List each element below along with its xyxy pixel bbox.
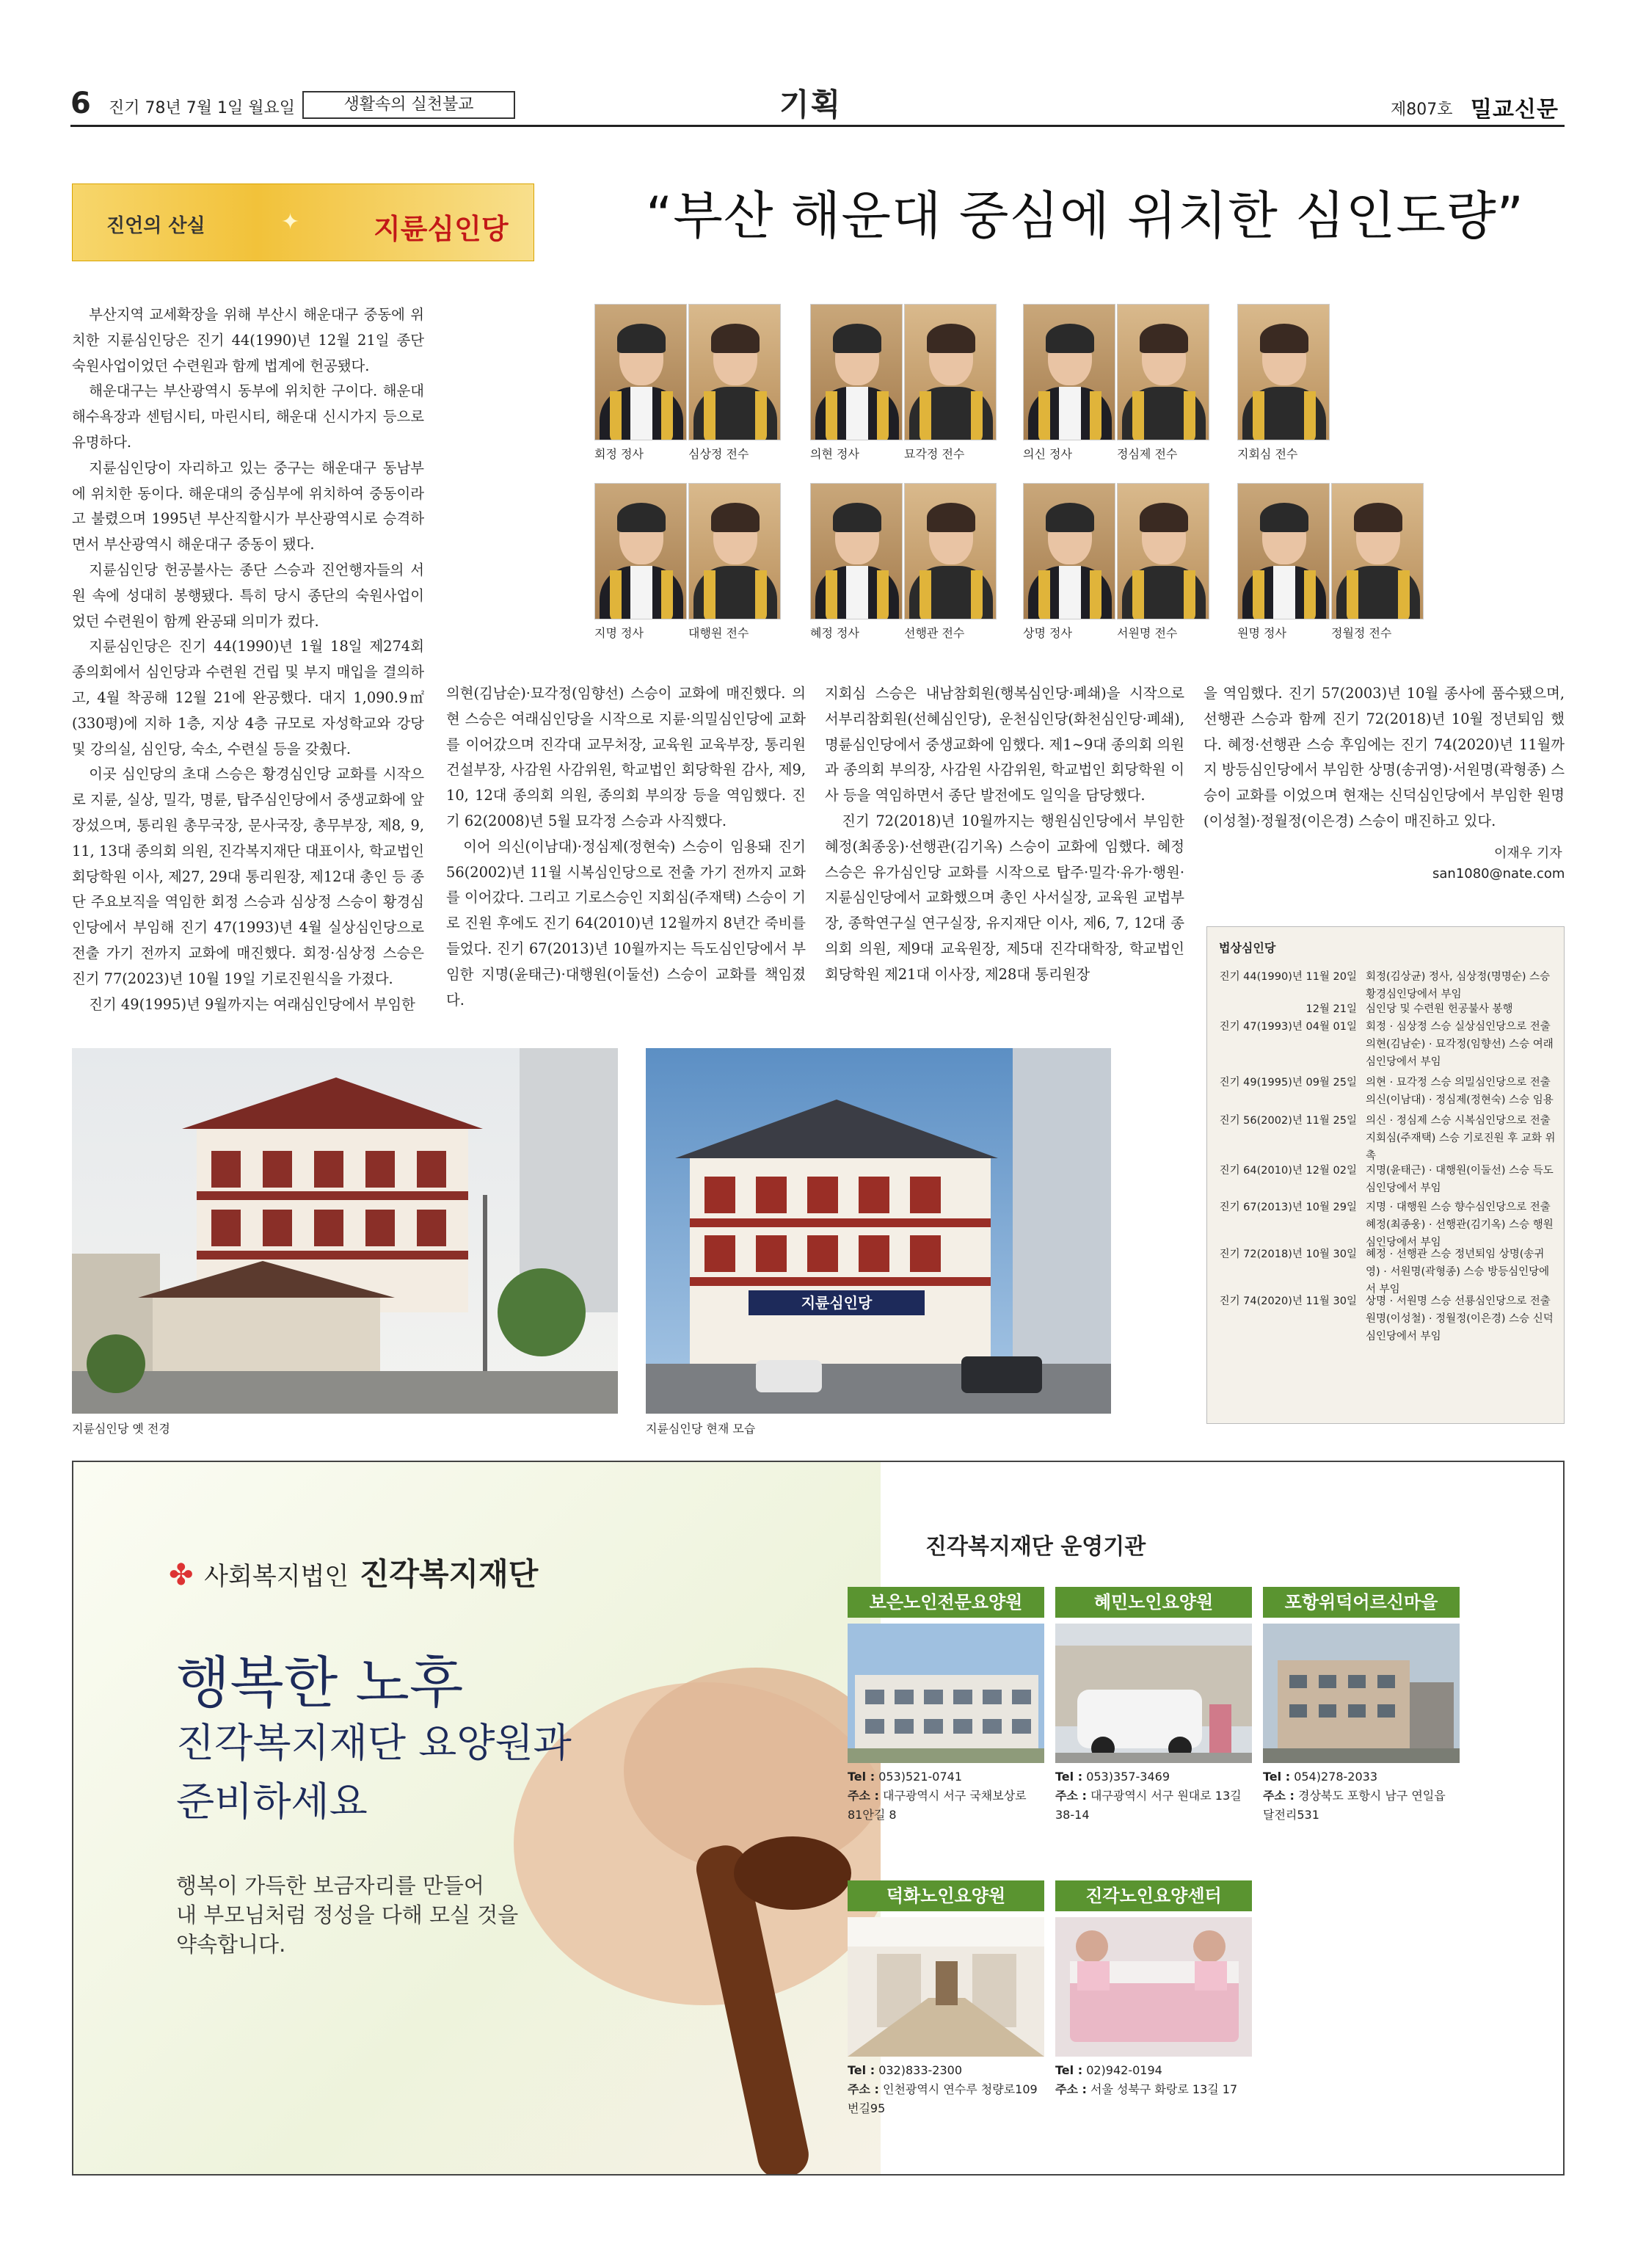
- article-paragraph: 이어 의신(이남대)·정심제(정현숙) 스승이 임용돼 진기 56(2002)년 11월 시복심인당으로 전출 가기 전까지 교화를 이어갔다. 그리고 기로스승인 지회심(주재택) 스승이 기로 진원 후에도 진기 64(2010)년 12월까지 8년간 죽비를 들었다. 진기 67(2013)년 10월까지는 득도심인당에서 부임한 지명(윤태근)·대행원(이둘선) 스승이 교화를 책임졌다.: [446, 837, 806, 1008]
- article-paragraph: 진기 72(2018)년 10월까지는 행원심인당에서 부임한 혜정(최종웅)·선행관(김기옥) 스승이 교화에 임했다. 혜정 스승은 유가심인당 교화를 시작으로 탑주·밀각·유가·행원·지륜심인당에서 교화했으며 총인 사서실장, 교육원 교법부장, 종학연구실 연구실장, 유지재단 이사, 제6, 7, 12대 종의회 의원, 제9대 교육원장, 제5대 진각대학장, 학교법인 회당학원 제21대 이사장, 제28대 통리원장: [825, 812, 1184, 983]
- portrait-photo: [1117, 483, 1209, 619]
- addr-value: 대구광역시 서구 국채보상로 81안길 8: [848, 1789, 1027, 1822]
- ad-line-1: 행복한 노후: [176, 1650, 464, 1715]
- article-paragraph: 지륜심인당이 자리하고 있는 중구는 해운대구 동남부에 위치한 동이다. 해운대의 중심부에 위치하여 중동이라고 불렸으며 1995년 부산직할시가 부산광역시로 승격하면서 부산광역시 해운대구 중동이 됐다.: [72, 459, 424, 553]
- article-paragraph: 지회심 스승은 내남참회원(행복심인당·폐쇄)을 시작으로 서부리참회원(선혜심인당), 운천심인당(화천심인당·폐쇄), 명륜심인당에서 중생교화에 임했다. 제1~9대 종의회 의원과 종의회 부의장, 사감원 사감위원, 학교법인 회당학원 이사 등을 역임하면서 종단 발전에도 일익을 담당했다.: [825, 685, 1184, 804]
- ad-sub-3: 약속합니다.: [176, 1932, 286, 1957]
- facility-photo: [848, 1917, 1044, 2057]
- tel-label: Tel :: [848, 1770, 875, 1784]
- article-column-4: [1204, 681, 1565, 835]
- facility-name: 포항위덕어르신마을: [1263, 1587, 1460, 1618]
- tel-label: Tel :: [1055, 2063, 1083, 2077]
- portrait-caption: 서원명 전수: [1117, 626, 1178, 640]
- current-building-photo: [646, 1048, 1111, 1414]
- timeline-date: 진기 64(2010)년 12월 02일: [1219, 1165, 1357, 1177]
- facility-name: 혜민노인요양원: [1055, 1587, 1252, 1618]
- timeline-date: 진기 44(1990)년 11월 20일: [1219, 971, 1357, 983]
- facility-tel: [1055, 2061, 1252, 2080]
- ad-brand-name: 진각복지재단: [359, 1556, 539, 1592]
- portrait-caption: 지명 정사: [594, 626, 644, 640]
- category-label: 기획: [779, 87, 842, 123]
- portrait-caption: 의현 정사: [810, 447, 859, 461]
- article-paragraph: 해운대구는 부산광역시 동부에 위치한 구이다. 해운대해수욕장과 센텀시티, 마린시티, 해운대 신시가지 등으로 유명하다.: [72, 382, 424, 451]
- timeline-title: 법상심인당: [1219, 941, 1276, 955]
- timeline-text: 의신 · 정심제 스승 시복심인당으로 전출 지회심(주재택) 스승 기로진원 후 교화 위촉: [1366, 1115, 1556, 1162]
- timeline-text: 의현 · 묘각정 스승 의밀심인당으로 전출 의신(이남대) · 정심제(정현숙) 스승 임용: [1366, 1077, 1554, 1106]
- addr-label: 주소 :: [1263, 1789, 1294, 1803]
- facility-name: 덕화노인요양원: [848, 1880, 1044, 1911]
- article-paragraph: 진기 49(1995)년 9월까지는 여래심인당에서 부임한: [89, 995, 415, 1013]
- ad-sub-2: 내 부모님처럼 정성을 다해 모실 것을: [176, 1902, 519, 1927]
- series-banner: [72, 183, 534, 261]
- addr-value: 경상북도 포항시 남구 연일읍 달전리531: [1263, 1789, 1446, 1822]
- facility-tel: [1263, 1767, 1460, 1787]
- portrait-photo: [594, 483, 687, 619]
- facility-address: [1055, 1787, 1252, 1825]
- article-paragraph: 지륜심인당 헌공불사는 종단 스승과 진언행자들의 서원 속에 성대히 봉행됐다. 특히 당시 종단의 숙원사업이었던 수련원이 함께 완공돼 의미가 컸다.: [72, 561, 424, 630]
- portrait-photo: [1331, 483, 1424, 619]
- ad-hero: [73, 1462, 881, 2176]
- tel-value: 032)833-2300: [878, 2063, 962, 2077]
- timeline-text: 회정(김상균) 정사, 심상정(명명순) 스승 황경심인당에서 부임: [1366, 971, 1551, 1000]
- tel-value: 053)357-3469: [1086, 1770, 1170, 1784]
- facility-card: [848, 1880, 1044, 2118]
- timeline-date: 진기 47(1993)년 04월 01일: [1219, 1021, 1357, 1033]
- facility-photo: [1055, 1624, 1252, 1763]
- article-paragraph: 을 역임했다. 진기 57(2003)년 10월 종사에 품수됐으며, 선행관 스승과 함께 진기 72(2018)년 10월 정년퇴임 했다. 혜정·선행관 스승 후임에는 진기 74(2020)년 11월까지 방등심인당에서 부임한 상명(송귀영)·서원명(곽형종) 스승이 교화를 이었으며 현재는 신덕심인당에서 부임한 원명(이성철)·정월정(이은경) 스승이 매진하고 있다.: [1204, 685, 1565, 829]
- portrait-caption: 정월정 전수: [1331, 626, 1392, 640]
- portrait-photo: [1237, 483, 1330, 619]
- facility-photo: [1263, 1624, 1460, 1763]
- article-column-2: [446, 681, 806, 1013]
- ad-logo-icon: ✤: [169, 1558, 194, 1592]
- portrait-caption: 원명 정사: [1237, 626, 1286, 640]
- tel-value: 054)278-2033: [1294, 1770, 1377, 1784]
- portrait-photo: [904, 483, 997, 619]
- portrait-caption: 심상정 전수: [688, 447, 749, 461]
- ad-brand: [169, 1550, 538, 1594]
- tel-value: 053)521-0741: [878, 1770, 962, 1784]
- ad-sub-1: 행복이 가득한 보금자리를 만들어: [176, 1873, 484, 1898]
- portrait-caption: 지회심 전수: [1237, 447, 1298, 461]
- portrait-photo: [688, 304, 781, 440]
- facility-tel: [848, 1767, 1044, 1787]
- addr-value: 서울 성북구 화랑로 13길 17: [1090, 2082, 1238, 2096]
- facility-address: [848, 2080, 1044, 2118]
- facility-tel: [1055, 1767, 1252, 1787]
- timeline-text: 지명(윤태근) · 대행원(이둘선) 스승 득도심인당에서 부임: [1366, 1165, 1554, 1194]
- facility-card: [1055, 1880, 1252, 2099]
- addr-label: 주소 :: [1055, 1789, 1087, 1803]
- article-paragraph: 지륜심인당은 진기 44(1990)년 1월 18일 제274회 종의회에서 심인당과 수련원 건립 및 부지 매입을 결의하고, 4월 착공해 12월 21에 완공했다. 대지 1,090.9㎡(330평)에 지하 1층, 지상 4층 규모로 자성학교와 강당 및 강의실, 심인당, 숙소, 수련실 등을 갖췄다.: [72, 638, 424, 757]
- portrait-photo: [1023, 304, 1115, 440]
- old-building-photo: [72, 1048, 618, 1414]
- portrait-photo: [810, 483, 903, 619]
- facility-card: [1055, 1587, 1252, 1825]
- timeline-date: 12월 21일: [1306, 1003, 1357, 1015]
- tel-label: Tel :: [1055, 1770, 1083, 1784]
- facility-photo: [1055, 1917, 1252, 2057]
- ad-line-3: 준비하세요: [176, 1778, 368, 1825]
- timeline-text: 심인당 및 수련원 헌공불사 봉행: [1366, 1003, 1513, 1015]
- tel-label: Tel :: [1263, 1770, 1291, 1784]
- temple-sign: 지륜심인당: [801, 1294, 873, 1312]
- facility-name: 보은노인전문요양원: [848, 1587, 1044, 1618]
- reporter-name: 이재우 기자: [1494, 846, 1562, 861]
- article-column-3: [825, 681, 1184, 988]
- facility-card: [1263, 1587, 1460, 1825]
- portrait-caption: 상명 정사: [1023, 626, 1072, 640]
- timeline-date: 진기 74(2020)년 11월 30일: [1219, 1295, 1357, 1307]
- sparkle-icon: ✦: [281, 209, 300, 235]
- timeline-text: 혜정 · 선행관 스승 정년퇴임 상명(송귀영) · 서원명(곽형종) 스승 방등심인당에서 부임: [1366, 1249, 1550, 1295]
- portrait-caption: 대행원 전수: [688, 626, 749, 640]
- portrait-caption: 의신 정사: [1023, 447, 1072, 461]
- addr-label: 주소 :: [848, 1789, 879, 1803]
- newspaper-logo: 밀교신문: [1471, 97, 1559, 123]
- portrait-photo: [810, 304, 903, 440]
- current-photo-caption: 지륜심인당 현재 모습: [646, 1422, 756, 1436]
- timeline-date: 진기 72(2018)년 10월 30일: [1219, 1249, 1357, 1260]
- portrait-caption: 묘각정 전수: [904, 447, 965, 461]
- facility-name: 진각노인요양센터: [1055, 1880, 1252, 1911]
- addr-label: 주소 :: [1055, 2082, 1087, 2096]
- tel-value: 02)942-0194: [1086, 2063, 1162, 2077]
- addr-value: 대구광역시 서구 원대로 13길 38-14: [1055, 1789, 1242, 1822]
- timeline-text: 상명 · 서원명 스승 선룡심인당으로 전출 원명(이성철) · 정월정(이은경) 스승 신덕심인당에서 부임: [1366, 1295, 1554, 1342]
- section-label: 생활속의 실천불교: [302, 91, 515, 119]
- temple-name: 지륜심인당: [374, 213, 509, 245]
- timeline-text: 회정 · 심상정 스승 실상심인당으로 전출 의현(김남순) · 묘각정(임향선) 스승 여래심인당에서 부임: [1366, 1021, 1554, 1068]
- timeline-text: 지명 · 대행원 스승 향수심인당으로 전출 혜정(최종웅) · 선행관(김기옥) 스승 행원심인당에서 부임: [1366, 1202, 1554, 1249]
- portrait-caption: 회정 정사: [594, 447, 644, 461]
- facility-photo: [848, 1624, 1044, 1763]
- facility-address: [1055, 2080, 1252, 2099]
- series-kicker: 진언의 산실: [106, 215, 205, 237]
- portrait-photo: [904, 304, 997, 440]
- portrait-photo: [1117, 304, 1209, 440]
- portrait-photo: [1237, 304, 1330, 440]
- timeline-date: 진기 67(2013)년 10월 29일: [1219, 1202, 1357, 1213]
- facility-address: [1263, 1787, 1460, 1825]
- welfare-foundation-ad: [72, 1461, 1565, 2176]
- addr-value: 인천광역시 연수루 청량로109 번길95: [848, 2082, 1038, 2115]
- facility-tel: [848, 2061, 1044, 2080]
- facility-card: [848, 1587, 1044, 1825]
- facilities-title: 진각복지재단 운영기관: [925, 1534, 1146, 1560]
- article-column-1: [72, 302, 424, 1017]
- article-paragraph: 의현(김남순)·묘각정(임향선) 스승이 교화에 매진했다. 의현 스승은 여래심인당을 시작으로 지륜·의밀심인당에 교화를 이어갔으며 진각대 교무처장, 교육원 교육부장, 통리원 건설부장, 사감원 사감위원, 학교법인 회당학원 감사, 제9, 10, 12대 종의회 의원, 종의회 부의장 등을 역임했다. 진기 62(2008)년 5월 묘각정 스승과 사직했다.: [446, 685, 806, 829]
- portrait-photo: [594, 304, 687, 440]
- portrait-caption: 선행관 전수: [904, 626, 965, 640]
- header-rule: [70, 125, 1565, 127]
- issue-date: 진기 78년 7월 1일 월요일: [109, 99, 295, 117]
- facility-address: [848, 1787, 1044, 1825]
- addr-label: 주소 :: [848, 2082, 879, 2096]
- page-number: 6: [70, 87, 91, 120]
- portrait-caption: 정심제 전수: [1117, 447, 1178, 461]
- timeline-date: 진기 56(2002)년 11월 25일: [1219, 1115, 1357, 1127]
- headline: “부산 해운대 중심에 위치한 심인도량”: [646, 186, 1524, 246]
- article-paragraph: 이곳 심인당의 초대 스승은 황경심인당 교화를 시작으로 지륜, 실상, 밀각, 명륜, 탑주심인당에서 중생교화에 앞장섰으며, 통리원 총무국장, 문사국장, 총무부장, 제8, 9, 11, 13대 종의회 의원, 진각복지재단 대표이사, 학교법인 회당학원 이사, 제27, 29대 통리원장, 제12대 총인 등 종단 주요보직을 역임한 회정 스승과 심상정 스승이 황경심인당에서 부임해 진기 47(1993)년 4월 실상심인당으로 전출 가기 전까지 교화에 매진했다. 회정·심상정 스승은 진기 77(2023)년 10월 19일 기로진원식을 가졌다.: [72, 766, 424, 987]
- article-paragraph: 부산지역 교세확장을 위해 부산시 해운대구 중동에 위치한 지륜심인당은 진기 44(1990)년 12월 21일 종단 숙원사업이었던 수련원과 함께 법계에 헌공됐다.: [72, 306, 424, 374]
- old-photo-caption: 지륜심인당 옛 전경: [72, 1422, 170, 1436]
- tel-label: Tel :: [848, 2063, 875, 2077]
- ad-line-2: 진각복지재단 요양원과: [176, 1720, 572, 1766]
- history-timeline: [1206, 926, 1565, 1424]
- portrait-caption: 혜정 정사: [810, 626, 859, 640]
- portrait-photo: [1023, 483, 1115, 619]
- timeline-date: 진기 49(1995)년 09월 25일: [1219, 1077, 1357, 1088]
- ad-brand-prefix: 사회복지법인: [204, 1562, 349, 1591]
- issue-number: 제807호: [1391, 101, 1453, 119]
- reporter-email: san1080@nate.com: [1432, 866, 1565, 882]
- portrait-photo: [688, 483, 781, 619]
